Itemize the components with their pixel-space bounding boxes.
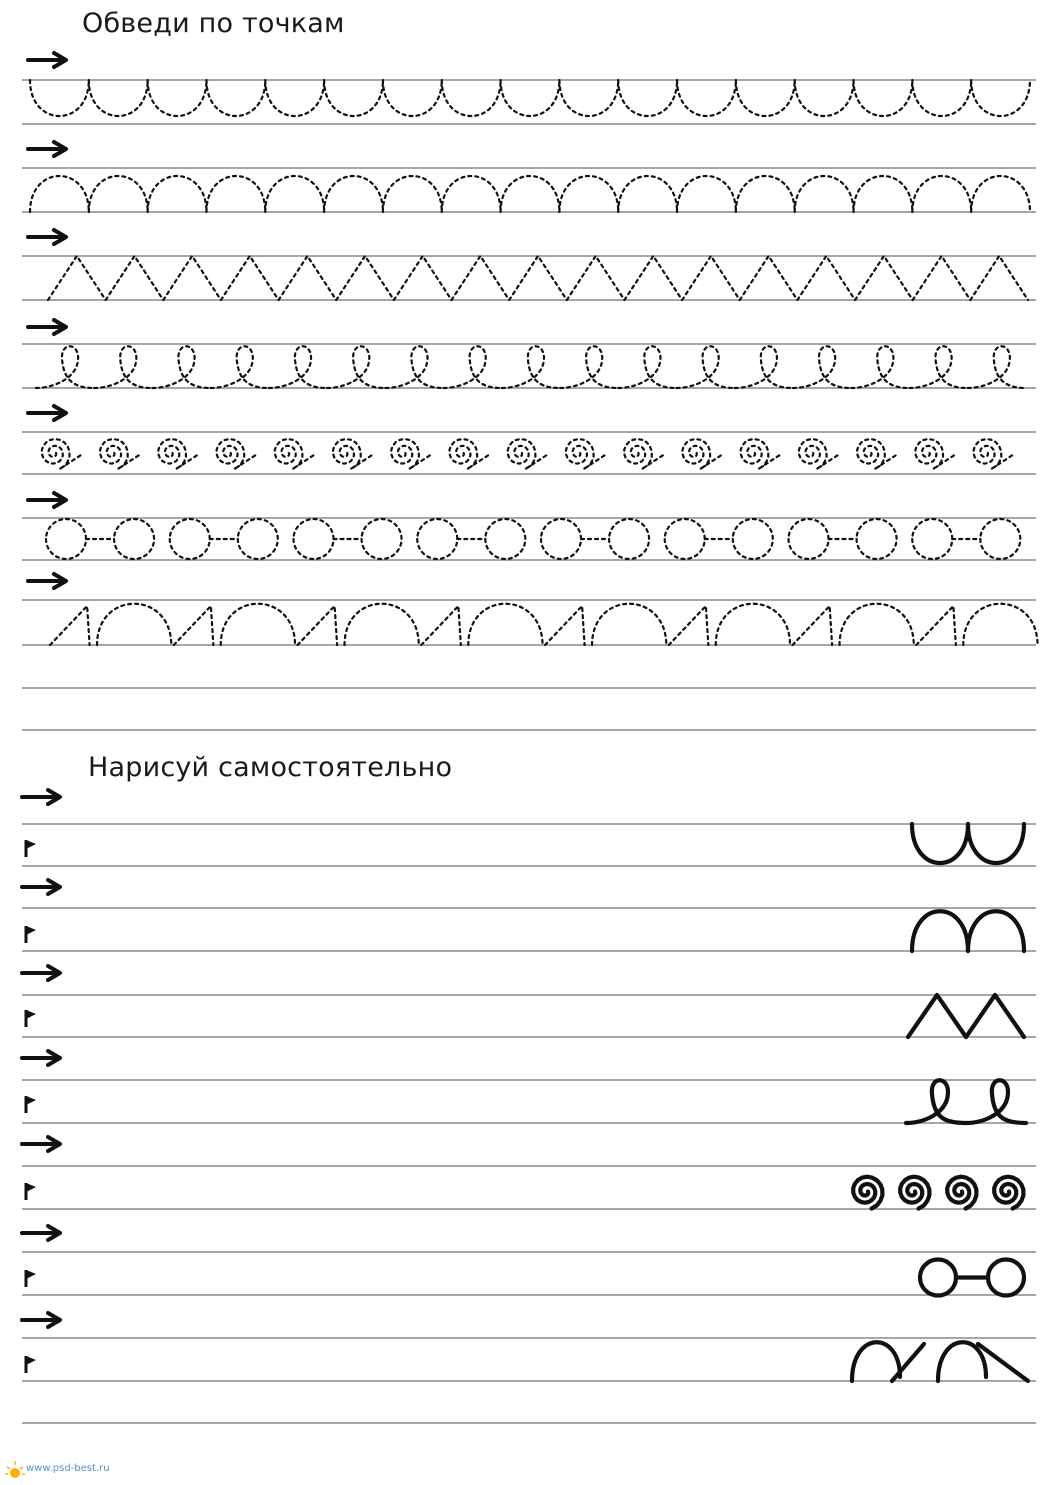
pattern-stroke: [736, 176, 795, 212]
pattern-stroke: [906, 1080, 966, 1123]
pattern-stroke: [683, 439, 722, 469]
pattern-stroke: [501, 80, 560, 116]
pattern-stroke: [559, 176, 618, 212]
pattern-stroke: [333, 439, 372, 469]
pattern-stroke: [970, 256, 1028, 300]
trace-row-linked-circles: [46, 519, 1020, 559]
pattern-stroke: [793, 346, 851, 388]
pattern-stroke: [417, 519, 457, 559]
pattern-stroke: [211, 346, 269, 388]
right-arrow-icon: [22, 790, 60, 804]
pattern-stroke: [265, 80, 324, 116]
pattern-stroke: [114, 519, 154, 559]
pattern-stroke: [158, 439, 197, 469]
pattern-stroke: [624, 256, 682, 300]
sample-zigzag: [908, 995, 1024, 1037]
pattern-stroke: [48, 256, 106, 300]
sample-arc-diagonal: [852, 1342, 1028, 1381]
pattern-stroke: [920, 1260, 956, 1296]
pattern-stroke: [394, 256, 452, 300]
pattern-stroke: [968, 911, 1024, 951]
pattern-stroke: [452, 256, 510, 300]
pattern-stroke: [740, 256, 798, 300]
pattern-stroke: [963, 604, 1037, 645]
right-arrow-icon: [28, 320, 66, 334]
right-arrow-icon: [22, 1137, 60, 1151]
pattern-stroke: [916, 606, 956, 645]
pattern-stroke: [152, 346, 210, 388]
trace-row-arc-diagonal: [50, 604, 1038, 645]
pattern-stroke: [106, 256, 164, 300]
pattern-stroke: [716, 604, 790, 645]
pattern-stroke: [971, 176, 1030, 212]
pattern-stroke: [618, 346, 676, 388]
pattern-stroke: [913, 256, 971, 300]
pattern-stroke: [324, 176, 383, 212]
pattern-stroke: [851, 346, 909, 388]
pattern-stroke: [485, 519, 525, 559]
pattern-stroke: [968, 824, 1024, 863]
pattern-stroke: [566, 439, 605, 469]
pattern-stroke: [908, 995, 966, 1037]
pattern-stroke: [238, 519, 278, 559]
pattern-stroke: [174, 606, 214, 645]
pattern-stroke: [618, 176, 677, 212]
pattern-stroke: [391, 439, 430, 469]
pattern-stroke: [148, 80, 207, 116]
pattern-stroke: [994, 1177, 1023, 1209]
pattern-stroke: [797, 256, 855, 300]
trace-row-zigzag: [48, 256, 1028, 300]
pattern-stroke: [383, 80, 442, 116]
pattern-stroke: [221, 604, 295, 645]
pattern-stroke: [677, 346, 735, 388]
pattern-stroke: [206, 176, 265, 212]
trace-row-cap-arcs: [30, 176, 1030, 212]
pattern-stroke: [980, 519, 1020, 559]
pattern-stroke: [795, 80, 854, 116]
pattern-stroke: [442, 80, 501, 116]
pattern-stroke: [854, 176, 913, 212]
right-arrow-icon: [28, 406, 66, 420]
pattern-stroke: [46, 519, 86, 559]
pattern-stroke: [30, 176, 89, 212]
pattern-stroke: [30, 80, 89, 116]
sample-cup-arcs: [912, 824, 1024, 863]
right-arrow-icon: [22, 1051, 60, 1065]
pattern-stroke: [450, 439, 489, 469]
pattern-stroke: [36, 346, 94, 388]
pattern-stroke: [912, 911, 968, 951]
pattern-stroke: [170, 519, 210, 559]
pattern-stroke: [444, 346, 502, 388]
pattern-stroke: [324, 80, 383, 116]
pattern-stroke: [857, 519, 897, 559]
pattern-stroke: [383, 176, 442, 212]
trace-row-cup-arcs: [30, 80, 1030, 116]
pattern-stroke: [912, 176, 971, 212]
right-arrow-icon: [22, 966, 60, 980]
flag-icon: [26, 926, 36, 943]
section-title-free-draw: Нарисуй самостоятельно: [88, 752, 453, 783]
pattern-stroke: [966, 995, 1024, 1037]
pattern-stroke: [741, 439, 780, 469]
row-markers: [22, 53, 66, 1373]
site-watermark: www.psd-best.ru: [26, 1463, 110, 1474]
flag-icon: [26, 1096, 36, 1113]
pattern-stroke: [298, 606, 338, 645]
flag-icon: [26, 1183, 36, 1200]
pattern-stroke: [947, 1177, 976, 1209]
pattern-stroke: [677, 80, 736, 116]
pattern-stroke: [442, 176, 501, 212]
flag-icon: [26, 1356, 36, 1373]
pattern-stroke: [853, 1177, 882, 1209]
pattern-stroke: [100, 439, 139, 469]
pattern-stroke: [968, 346, 1026, 388]
pattern-stroke: [362, 519, 402, 559]
pattern-stroke: [912, 824, 968, 863]
pattern-stroke: [221, 256, 279, 300]
pattern-stroke: [294, 519, 334, 559]
pattern-stroke: [793, 606, 833, 645]
flag-icon: [26, 1270, 36, 1287]
trace-row-loops: [36, 346, 1026, 388]
pattern-stroke: [592, 604, 666, 645]
pattern-stroke: [854, 80, 913, 116]
pattern-stroke: [265, 176, 324, 212]
pattern-stroke: [966, 1080, 1026, 1123]
pattern-stroke: [665, 519, 705, 559]
pattern-stroke: [988, 1260, 1024, 1296]
pattern-stroke: [468, 604, 542, 645]
pattern-stroke: [502, 346, 560, 388]
pattern-stroke: [327, 346, 385, 388]
trace-row-spirals: [42, 439, 1013, 469]
pattern-stroke: [541, 519, 581, 559]
pattern-stroke: [971, 80, 1030, 116]
pattern-stroke: [669, 606, 709, 645]
right-arrow-icon: [22, 880, 60, 894]
pattern-stroke: [421, 606, 461, 645]
pattern-stroke: [345, 604, 419, 645]
pattern-stroke: [97, 604, 171, 645]
pattern-stroke: [624, 439, 663, 469]
pattern-stroke: [217, 439, 256, 469]
right-arrow-icon: [28, 142, 66, 156]
right-arrow-icon: [28, 574, 66, 588]
pattern-stroke: [857, 439, 896, 469]
sample-spirals: [853, 1177, 1023, 1209]
pattern-stroke: [509, 256, 567, 300]
pattern-stroke: [50, 606, 90, 645]
pattern-stroke: [279, 256, 337, 300]
pattern-stroke: [94, 346, 152, 388]
right-arrow-icon: [28, 53, 66, 67]
pattern-stroke: [789, 519, 829, 559]
pattern-stroke: [269, 346, 327, 388]
pattern-stroke: [206, 80, 265, 116]
pattern-stroke: [840, 604, 914, 645]
pattern-stroke: [900, 1177, 929, 1209]
right-arrow-icon: [22, 1313, 60, 1327]
pattern-stroke: [559, 80, 618, 116]
pattern-stroke: [89, 176, 148, 212]
pattern-stroke: [912, 519, 952, 559]
pattern-stroke: [799, 439, 838, 469]
pattern-stroke: [560, 346, 618, 388]
pattern-stroke: [735, 346, 793, 388]
pattern-stroke: [336, 256, 394, 300]
sample-cap-arcs: [912, 911, 1024, 951]
right-arrow-icon: [28, 493, 66, 507]
flag-icon: [26, 1010, 36, 1027]
pattern-stroke: [618, 80, 677, 116]
pattern-stroke: [912, 80, 971, 116]
pattern-stroke: [89, 80, 148, 116]
section-title-trace: Обведи по точкам: [82, 8, 345, 39]
pattern-stroke: [938, 1342, 986, 1381]
pattern-stroke: [275, 439, 314, 469]
pattern-stroke: [609, 519, 649, 559]
pattern-stroke: [385, 346, 443, 388]
right-arrow-icon: [28, 230, 66, 244]
pattern-stroke: [736, 80, 795, 116]
pattern-stroke: [677, 176, 736, 212]
pattern-stroke: [148, 176, 207, 212]
sample-linked-circles: [920, 1260, 1024, 1296]
sample-loops: [906, 1080, 1026, 1123]
pattern-stroke: [795, 176, 854, 212]
pattern-stroke: [852, 1342, 900, 1381]
pattern-stroke: [915, 439, 954, 469]
pattern-stroke: [910, 346, 968, 388]
flag-icon: [26, 840, 36, 857]
pattern-stroke: [974, 439, 1013, 469]
pattern-stroke: [508, 439, 547, 469]
pattern-stroke: [163, 256, 221, 300]
pattern-stroke: [501, 176, 560, 212]
pattern-stroke: [567, 256, 625, 300]
pattern-stroke: [545, 606, 585, 645]
pattern-stroke: [855, 256, 913, 300]
pattern-stroke: [733, 519, 773, 559]
right-arrow-icon: [22, 1226, 60, 1240]
pattern-stroke: [42, 439, 81, 469]
pattern-stroke: [682, 256, 740, 300]
